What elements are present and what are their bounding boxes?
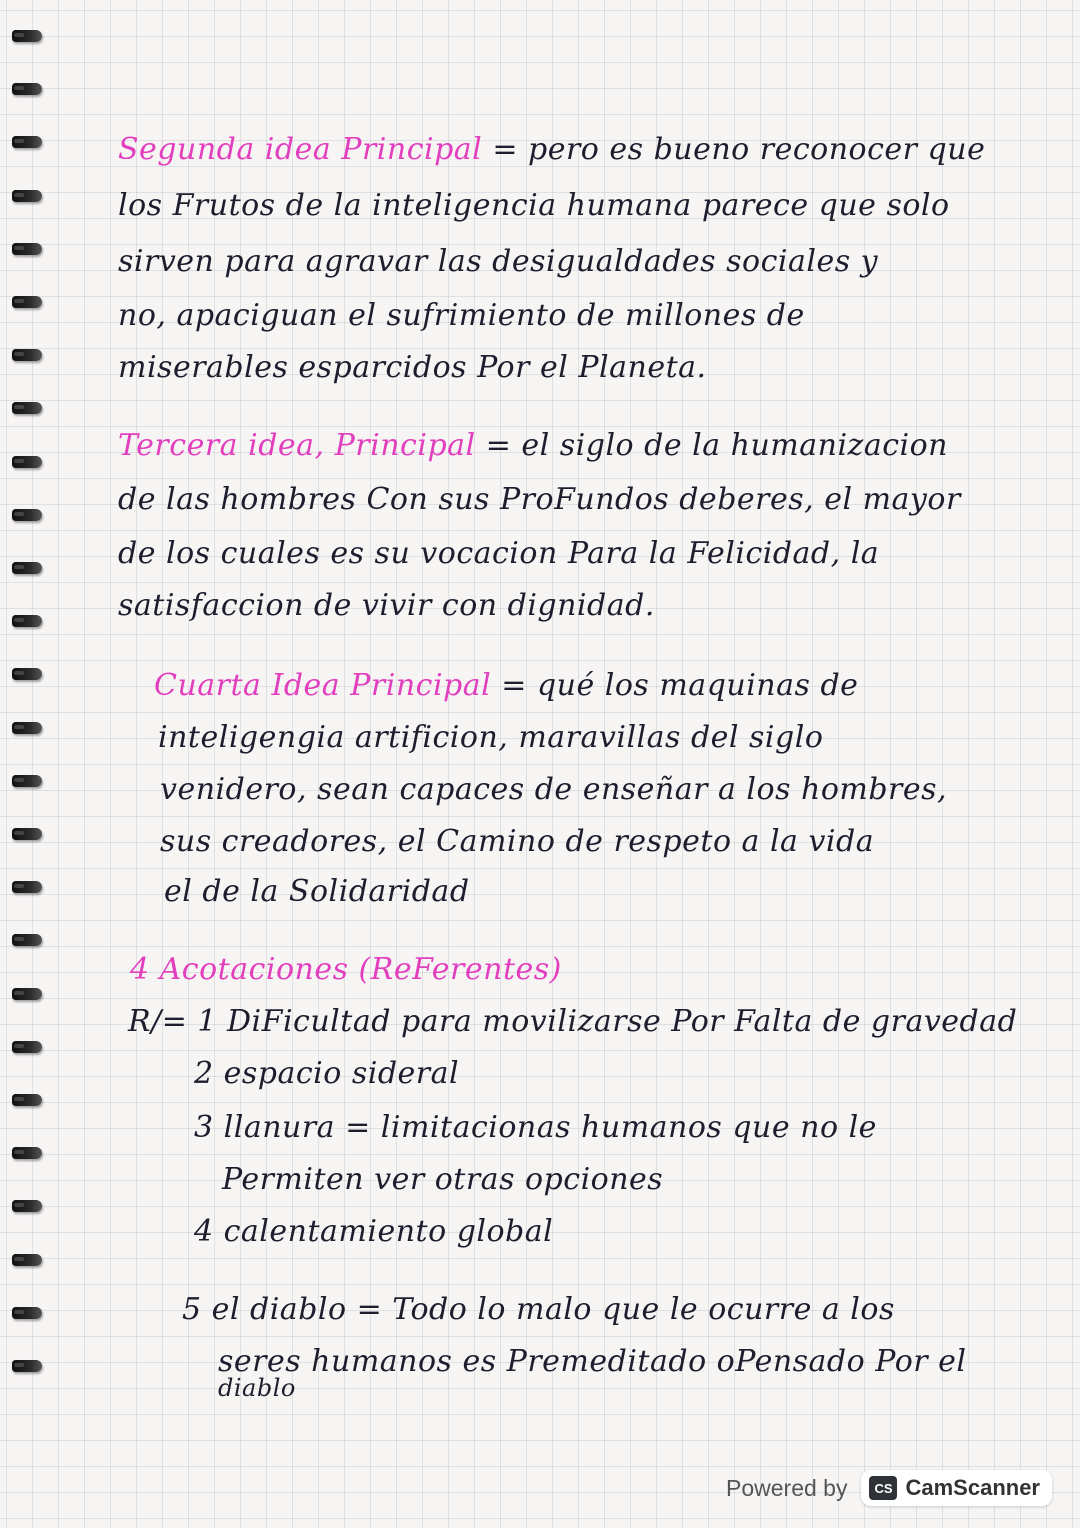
note-line <box>118 132 985 167</box>
camscanner-badge <box>861 1470 1052 1506</box>
powered-by-text: Powered by <box>726 1474 848 1501</box>
camscanner-name: CamScanner <box>905 1475 1040 1500</box>
spiral-ring-icon <box>12 775 42 787</box>
spiral-ring-icon <box>12 402 42 414</box>
note-line: el de la Solidaridad <box>164 874 470 909</box>
spiral-ring-icon <box>12 1307 42 1319</box>
handwritten-notes <box>118 132 1048 1422</box>
note-line: 2 espacio sideral <box>194 1056 460 1091</box>
line-text: = qué los maquinas de <box>501 668 859 703</box>
spiral-ring-icon <box>12 1200 42 1212</box>
idea-label: Cuarta Idea Principal <box>154 668 492 703</box>
note-line <box>154 668 858 703</box>
line-text: = el siglo de la humanizacion <box>485 428 949 463</box>
spiral-ring-icon <box>12 83 42 95</box>
note-line: diablo <box>218 1374 296 1402</box>
spiral-ring-icon <box>12 934 42 946</box>
spiral-ring-icon <box>12 509 42 521</box>
note-line: R/= 1 DiFicultad para movilizarse Por Falta de gravedad <box>128 1004 1018 1039</box>
spiral-ring-icon <box>12 562 42 574</box>
note-line: 5 el diablo = Todo lo malo que le ocurre a los <box>182 1292 895 1327</box>
spiral-ring-icon <box>12 1360 42 1372</box>
note-line: de los cuales es su vocacion Para la Felicidad, la <box>118 536 880 571</box>
spiral-ring-icon <box>12 1147 42 1159</box>
idea-label: Segunda idea Principal <box>118 132 483 167</box>
spiral-ring-icon <box>12 722 42 734</box>
spiral-ring-icon <box>12 615 42 627</box>
note-line: seres humanos es Premeditado oPensado Por el <box>218 1344 967 1379</box>
note-line: miserables esparcidos Por el Planeta. <box>118 350 707 385</box>
note-line: Permiten ver otras opciones <box>222 1162 664 1197</box>
spiral-ring-icon <box>12 1254 42 1266</box>
spiral-ring-icon <box>12 243 42 255</box>
spiral-ring-icon <box>12 456 42 468</box>
idea-label: Tercera idea, Principal <box>118 428 476 463</box>
camscanner-logo-icon: CS <box>869 1476 897 1500</box>
note-line: de las hombres Con sus ProFundos deberes, el mayor <box>118 482 961 517</box>
acotaciones-heading: 4 Acotaciones (ReFerentes) <box>130 952 562 987</box>
note-line: sirven para agravar las desigualdades sociales y <box>118 244 879 279</box>
note-line: satisfaccion de vivir con dignidad. <box>118 588 655 623</box>
note-line: 4 calentamiento global <box>194 1214 554 1249</box>
scanner-watermark <box>726 1466 1052 1510</box>
spiral-ring-icon <box>12 30 42 42</box>
spiral-ring-icon <box>12 668 42 680</box>
spiral-ring-icon <box>12 136 42 148</box>
spiral-ring-icon <box>12 1041 42 1053</box>
note-line: no, apaciguan el sufrimiento de millones de <box>118 298 805 333</box>
spiral-ring-icon <box>12 988 42 1000</box>
line-text: = pero es bueno reconocer que <box>492 132 986 167</box>
note-line: los Frutos de la inteligencia humana parece que solo <box>118 188 950 223</box>
spiral-ring-icon <box>12 349 42 361</box>
spiral-ring-icon <box>12 881 42 893</box>
spiral-ring-icon <box>12 190 42 202</box>
spiral-ring-icon <box>12 296 42 308</box>
note-line: inteligengia artificion, maravillas del siglo <box>158 720 824 755</box>
spiral-ring-icon <box>12 828 42 840</box>
spiral-ring-icon <box>12 1094 42 1106</box>
note-line: 3 llanura = limitacionas humanos que no le <box>194 1110 877 1145</box>
note-line: sus creadores, el Camino de respeto a la vida <box>160 824 875 859</box>
note-line <box>118 428 948 463</box>
note-line: venidero, sean capaces de enseñar a los hombres, <box>160 772 948 807</box>
spiral-binding <box>0 0 54 1440</box>
